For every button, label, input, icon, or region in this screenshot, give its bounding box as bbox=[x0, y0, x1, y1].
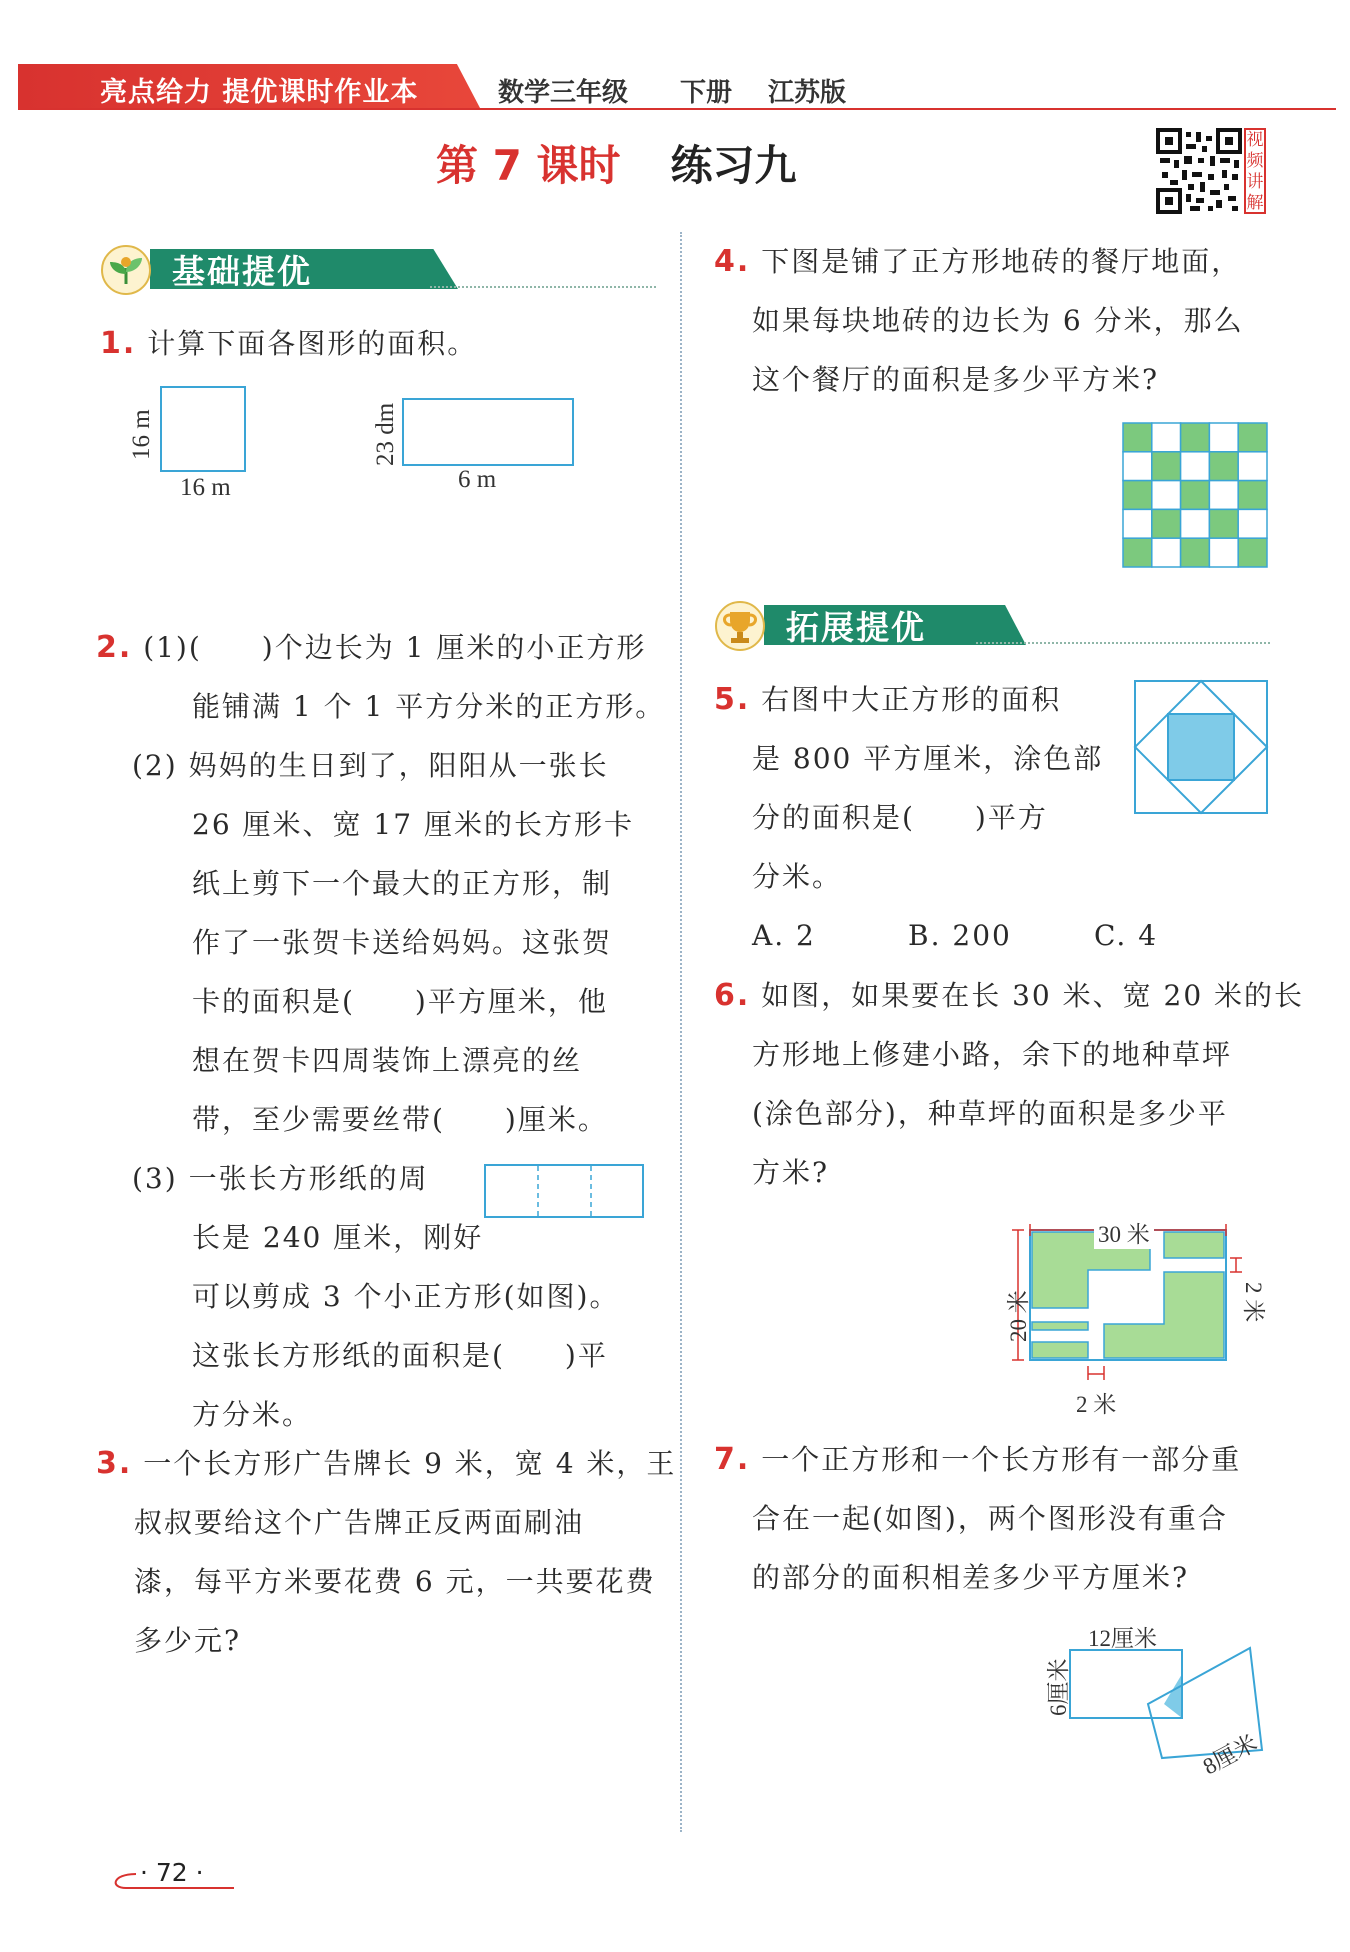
rectangle-side-label: 23 dm bbox=[372, 402, 399, 466]
q3-line-3: 漆，每平方米要花费 6 元，一共要花费 bbox=[134, 1565, 656, 1598]
floor-tile bbox=[1152, 538, 1181, 567]
square-figure bbox=[160, 386, 246, 472]
floor-tile bbox=[1181, 509, 1210, 538]
q2-p1-line-2: 能铺满 1 个 1 平方分米的正方形。 bbox=[192, 690, 666, 723]
question-number: 6. bbox=[714, 978, 751, 1013]
floor-tile bbox=[1209, 452, 1238, 481]
lawn-right-label: 2 米 bbox=[1241, 1282, 1266, 1323]
qr-code-icon[interactable] bbox=[1156, 128, 1242, 214]
floor-tile bbox=[1152, 509, 1181, 538]
floor-tile bbox=[1181, 481, 1210, 510]
q5-line-1: 右图中大正方形的面积 bbox=[761, 683, 1062, 716]
question-3 bbox=[96, 1434, 676, 1670]
q5-line-2: 是 800 平方厘米，涂色部 bbox=[752, 742, 1104, 775]
floor-tile bbox=[1152, 423, 1181, 452]
video-tag[interactable]: 视频讲解 bbox=[1244, 128, 1266, 214]
q6-line-4: 方米? bbox=[752, 1156, 830, 1189]
floor-tile bbox=[1209, 538, 1238, 567]
q7-line-2: 合在一起(如图)，两个图形没有重合 bbox=[752, 1502, 1228, 1535]
question-number: 4. bbox=[714, 244, 751, 279]
q2-p1-line-1: (1)( )个边长为 1 厘米的小正方形 bbox=[143, 631, 647, 664]
question-6 bbox=[714, 966, 1304, 1202]
square-bottom-label: 16 m bbox=[180, 474, 231, 501]
floor-tile bbox=[1152, 452, 1181, 481]
question-number: 3. bbox=[96, 1446, 133, 1481]
q3-line-1: 一个长方形广告牌长 9 米，宽 4 米，王 bbox=[143, 1447, 677, 1480]
floor-tile bbox=[1209, 481, 1238, 510]
floor-tile bbox=[1123, 481, 1152, 510]
question-text: 计算下面各图形的面积。 bbox=[147, 327, 478, 360]
question-1 bbox=[100, 314, 477, 373]
q7-line-1: 一个正方形和一个长方形有一部分重 bbox=[761, 1443, 1242, 1476]
lawn-bottom-label: 2 米 bbox=[1076, 1392, 1117, 1417]
question-number: 1. bbox=[100, 326, 137, 361]
q2-p3-line-5: 方分米。 bbox=[192, 1398, 313, 1431]
question-number: 5. bbox=[714, 682, 751, 717]
question-2 bbox=[96, 618, 665, 1444]
q5-line-4: 分米。 bbox=[752, 860, 843, 893]
page-title bbox=[436, 133, 796, 193]
floor-tile bbox=[1181, 452, 1210, 481]
q2-p3-line-4: 这张长方形纸的面积是( )平 bbox=[192, 1339, 608, 1372]
floor-tile bbox=[1123, 538, 1152, 567]
q6-line-2: 方形地上修建小路，余下的地种草坪 bbox=[752, 1038, 1233, 1071]
question-number: 2. bbox=[96, 630, 133, 665]
floor-tile bbox=[1123, 509, 1152, 538]
q2-p2-line-1: (2) 妈妈的生日到了，阳阳从一张长 bbox=[132, 749, 609, 782]
q2-p3-line-3: 可以剪成 3 个小正方形(如图)。 bbox=[192, 1280, 620, 1313]
section-extend bbox=[714, 600, 1270, 650]
floor-tile bbox=[1209, 509, 1238, 538]
section-title: 拓展提优 bbox=[786, 608, 926, 647]
q6-line-3: (涂色部分)，种草坪的面积是多少平 bbox=[752, 1097, 1228, 1130]
lesson-title: 练习九 bbox=[670, 141, 797, 190]
q3-line-2: 叔叔要给这个广告牌正反两面刷油 bbox=[134, 1506, 585, 1539]
lawn-left-label: 20 米 bbox=[1006, 1290, 1031, 1342]
floor-tile bbox=[1238, 509, 1267, 538]
q2-p3-line-2: 长是 240 厘米，刚好 bbox=[192, 1221, 484, 1254]
option-b[interactable]: B. 200 bbox=[908, 919, 1012, 952]
lawn-top-label: 30 米 bbox=[1094, 1216, 1154, 1249]
sprout-icon bbox=[100, 244, 152, 296]
section-basic bbox=[100, 244, 656, 294]
overlap-top-label: 12厘米 bbox=[1088, 1626, 1157, 1651]
floor-tile bbox=[1152, 481, 1181, 510]
subject-label: 数学三年级 bbox=[498, 78, 629, 108]
q4-line-2: 如果每块地砖的边长为 6 分米，那么 bbox=[752, 304, 1244, 337]
question-4 bbox=[714, 232, 1244, 409]
floor-tile bbox=[1238, 538, 1267, 567]
q6-line-1: 如图，如果要在长 30 米、宽 20 米的长 bbox=[761, 979, 1305, 1012]
page-number: · 72 · bbox=[140, 1858, 204, 1887]
floor-tile bbox=[1181, 538, 1210, 567]
header-rule bbox=[18, 108, 1336, 110]
column-divider bbox=[680, 232, 682, 1832]
floor-tile bbox=[1238, 423, 1267, 452]
q2-p2-line-3: 纸上剪下一个最大的正方形，制 bbox=[192, 867, 613, 900]
section-rule bbox=[430, 286, 656, 288]
q7-line-3: 的部分的面积相差多少平方厘米? bbox=[752, 1561, 1190, 1594]
floor-tile bbox=[1238, 452, 1267, 481]
q4-line-1: 下图是铺了正方形地砖的餐厅地面， bbox=[761, 245, 1242, 278]
square-side-label: 16 m bbox=[128, 409, 155, 460]
question-5 bbox=[714, 670, 1159, 965]
rectangle-bottom-label: 6 m bbox=[458, 466, 497, 493]
section-title: 基础提优 bbox=[172, 252, 312, 291]
option-a[interactable]: A. 2 bbox=[752, 919, 816, 952]
overlap-diag-label: 8厘米 bbox=[1198, 1730, 1262, 1780]
floor-tile bbox=[1209, 423, 1238, 452]
question-7 bbox=[714, 1430, 1241, 1607]
question-number: 7. bbox=[714, 1442, 751, 1477]
option-c[interactable]: C. 4 bbox=[1094, 919, 1159, 952]
q5-options bbox=[714, 906, 1159, 965]
three-squares-figure bbox=[484, 1164, 646, 1220]
q3-line-4: 多少元? bbox=[134, 1624, 242, 1657]
lesson-number: 第 7 课时 bbox=[436, 141, 621, 190]
rectangle-figure bbox=[402, 398, 574, 466]
q2-p2-line-4: 作了一张贺卡送给妈妈。这张贺 bbox=[192, 926, 613, 959]
trophy-icon bbox=[714, 600, 766, 652]
nested-squares-figure bbox=[1134, 680, 1268, 814]
q2-p2-line-7: 带，至少需要丝带( )厘米。 bbox=[192, 1103, 608, 1136]
series-title: 亮点给力 提优课时作业本 bbox=[100, 77, 419, 108]
section-rule bbox=[976, 642, 1270, 644]
q5-line-3: 分的面积是( )平方 bbox=[752, 801, 1048, 834]
q2-p2-line-5: 卡的面积是( )平方厘米，他 bbox=[192, 985, 608, 1018]
q4-line-3: 这个餐厅的面积是多少平方米? bbox=[752, 363, 1160, 396]
floor-tile bbox=[1181, 423, 1210, 452]
floor-tile-grid bbox=[1122, 422, 1268, 568]
volume-label: 下册 bbox=[680, 78, 733, 108]
overlap-left-label: 6厘米 bbox=[1046, 1658, 1071, 1716]
floor-tile bbox=[1238, 481, 1267, 510]
q2-p3-line-1: (3) 一张长方形纸的周 bbox=[132, 1162, 429, 1195]
floor-tile bbox=[1123, 452, 1152, 481]
edition-label: 江苏版 bbox=[768, 78, 847, 108]
q2-p2-line-6: 想在贺卡四周装饰上漂亮的丝 bbox=[192, 1044, 583, 1077]
floor-tile bbox=[1123, 423, 1152, 452]
q2-p2-line-2: 26 厘米、宽 17 厘米的长方形卡 bbox=[192, 808, 634, 841]
